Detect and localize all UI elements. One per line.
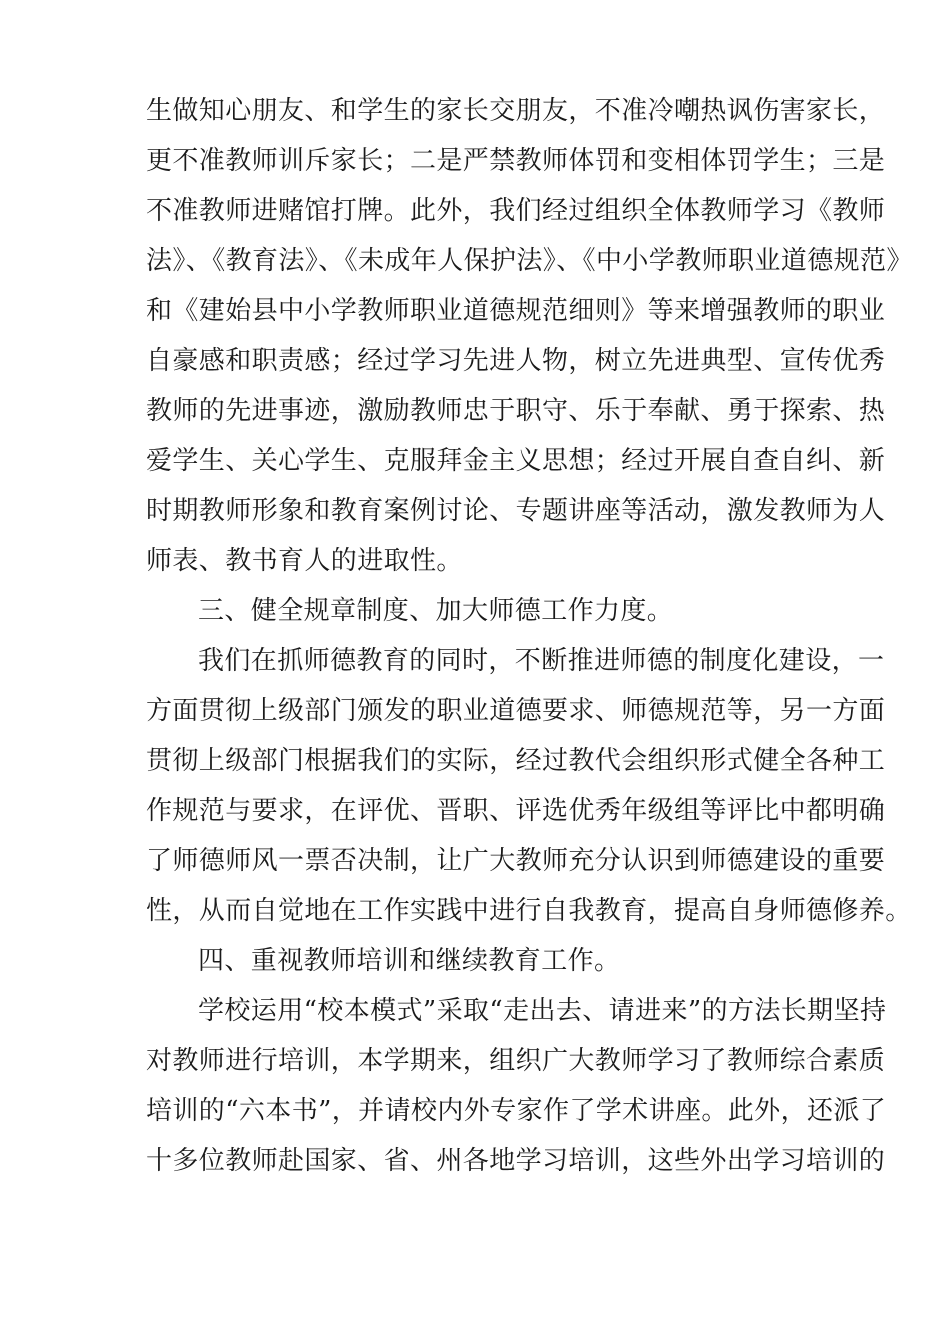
- text-line: 更不准教师训斥家长；二是严禁教师体罚和变相体罚学生；三是: [146, 146, 886, 176]
- text-line: 贯彻上级部门根据我们的实际，经过教代会组织形式健全各种工: [146, 746, 886, 776]
- text-line: 不准教师进赌馆打牌。此外，我们经过组织全体教师学习《教师: [146, 196, 886, 226]
- section-heading: 四、重视教师培训和继续教育工作。: [198, 946, 621, 976]
- text-line: 教师的先进事迹，激励教师忠于职守、乐于奉献、勇于探索、热: [146, 396, 886, 426]
- text-line: 培训的“六本书”，并请校内外专家作了学术讲座。此外，还派了: [146, 1096, 887, 1126]
- text-line: 和《建始县中小学教师职业道德规范细则》等来增强教师的职业: [146, 296, 886, 326]
- paragraph-first-line: 学校运用“校本模式”采取“走出去、请进来”的方法长期坚持: [198, 996, 887, 1026]
- text-line: 作规范与要求，在评优、晋职、评选优秀年级组等评比中都明确: [146, 796, 886, 826]
- paragraph-first-line: 我们在抓师德教育的同时，不断推进师德的制度化建设，一: [198, 646, 885, 676]
- text-line: 时期教师形象和教育案例讨论、专题讲座等活动，激发教师为人: [146, 496, 886, 526]
- section-heading: 三、健全规章制度、加大师德工作力度。: [198, 596, 674, 626]
- text-line: 十多位教师赴国家、省、州各地学习培训，这些外出学习培训的: [146, 1146, 886, 1176]
- text-line: 法》、《教育法》、《未成年人保护法》、《中小学教师职业道德规范》: [146, 246, 913, 276]
- text-line: 方面贯彻上级部门颁发的职业道德要求、师德规范等，另一方面: [146, 696, 886, 726]
- text-line: 性，从而自觉地在工作实践中进行自我教育，提高自身师德修养。: [146, 896, 912, 926]
- text-line: 了师德师风一票否决制，让广大教师充分认识到师德建设的重要: [146, 846, 886, 876]
- text-line: 师表、教书育人的进取性。: [146, 546, 463, 576]
- text-line: 生做知心朋友、和学生的家长交朋友，不准冷嘲热讽伤害家长，: [146, 96, 886, 126]
- text-line: 自豪感和职责感；经过学习先进人物，树立先进典型、宣传优秀: [146, 346, 886, 376]
- text-line: 对教师进行培训，本学期来，组织广大教师学习了教师综合素质: [146, 1046, 886, 1076]
- document-body: [146, 86, 913, 1186]
- text-line: 爱学生、关心学生、克服拜金主义思想；经过开展自查自纠、新: [146, 446, 886, 476]
